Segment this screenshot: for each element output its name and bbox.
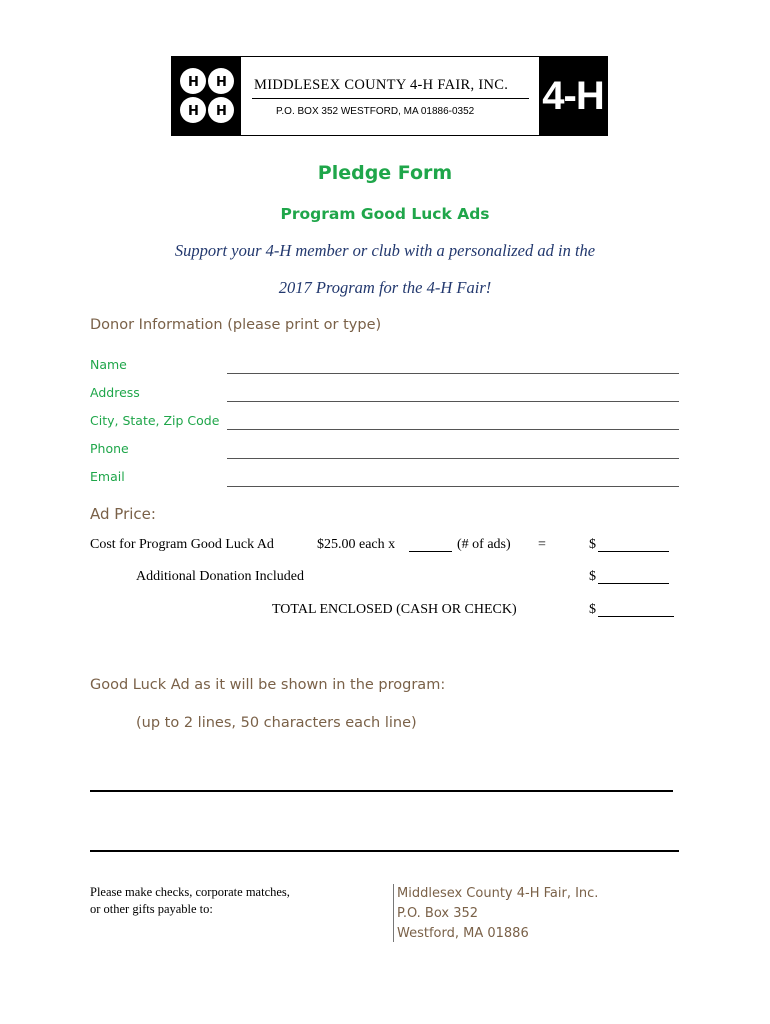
price-each: $25.00 each x <box>317 537 396 552</box>
total-amount-field[interactable] <box>598 604 674 617</box>
payee-line-1: Middlesex County 4-H Fair, Inc. <box>397 886 599 901</box>
cost-label: Cost for Program Good Luck Ad <box>90 537 274 552</box>
payable-note-line-1: Please make checks, corporate matches, <box>90 885 290 899</box>
num-ads-label: (# of ads) <box>457 537 511 552</box>
payable-note <box>90 884 290 918</box>
city-state-zip-label: City, State, Zip Code <box>90 413 220 428</box>
donor-heading: Donor Information (please print or type) <box>90 317 382 333</box>
footer-divider <box>393 884 394 942</box>
cost-amount-field[interactable] <box>598 539 669 552</box>
email-field[interactable] <box>227 486 679 487</box>
svg-text:H: H <box>216 75 227 90</box>
payee-address <box>397 884 598 944</box>
num-ads-field[interactable] <box>409 539 452 552</box>
support-line-1: Support your 4-H member or club with a personalized ad in the <box>174 241 596 260</box>
svg-text:H: H <box>216 104 227 119</box>
donation-label: Additional Donation Included <box>136 569 304 584</box>
total-label: TOTAL ENCLOSED (CASH OR CHECK) <box>272 602 517 617</box>
donation-dollar-sign: $ <box>589 569 596 584</box>
email-label: Email <box>90 469 125 484</box>
phone-label: Phone <box>90 441 129 456</box>
ad-line-1-field[interactable] <box>90 790 673 792</box>
payable-note-line-2: or other gifts payable to: <box>90 902 213 916</box>
ad-price-heading: Ad Price: <box>90 505 156 523</box>
equals-sign: = <box>538 537 546 552</box>
four-leaf-clover-icon <box>176 63 238 129</box>
payee-line-3: Westford, MA 01886 <box>397 926 529 941</box>
support-line-2: 2017 Program for the 4-H Fair! <box>278 278 492 297</box>
header-banner <box>171 56 608 136</box>
4h-logo-text: 4-H <box>539 57 607 135</box>
phone-field[interactable] <box>227 458 679 459</box>
name-field[interactable] <box>227 373 679 374</box>
good-luck-ad-heading: Good Luck Ad as it will be shown in the program: <box>90 677 446 693</box>
svg-text:H: H <box>188 104 199 119</box>
good-luck-ad-note: (up to 2 lines, 50 characters each line) <box>136 715 417 731</box>
cost-dollar-sign: $ <box>589 537 596 552</box>
donation-amount-field[interactable] <box>598 571 669 584</box>
org-divider <box>252 98 529 99</box>
form-title: Pledge Form <box>317 162 453 184</box>
total-dollar-sign: $ <box>589 602 596 617</box>
address-field[interactable] <box>227 401 679 402</box>
payee-line-2: P.O. Box 352 <box>397 906 479 921</box>
name-label: Name <box>90 357 127 372</box>
clover-logo <box>172 57 241 135</box>
org-name: MIDDLESEX COUNTY 4-H FAIR, INC. <box>254 77 509 93</box>
svg-text:H: H <box>188 75 199 90</box>
ad-line-2-field[interactable] <box>90 850 679 852</box>
city-state-zip-field[interactable] <box>227 429 679 430</box>
form-subtitle: Program Good Luck Ads <box>280 205 490 223</box>
org-address: P.O. BOX 352 WESTFORD, MA 01886-0352 <box>276 106 475 117</box>
address-label: Address <box>90 385 140 400</box>
